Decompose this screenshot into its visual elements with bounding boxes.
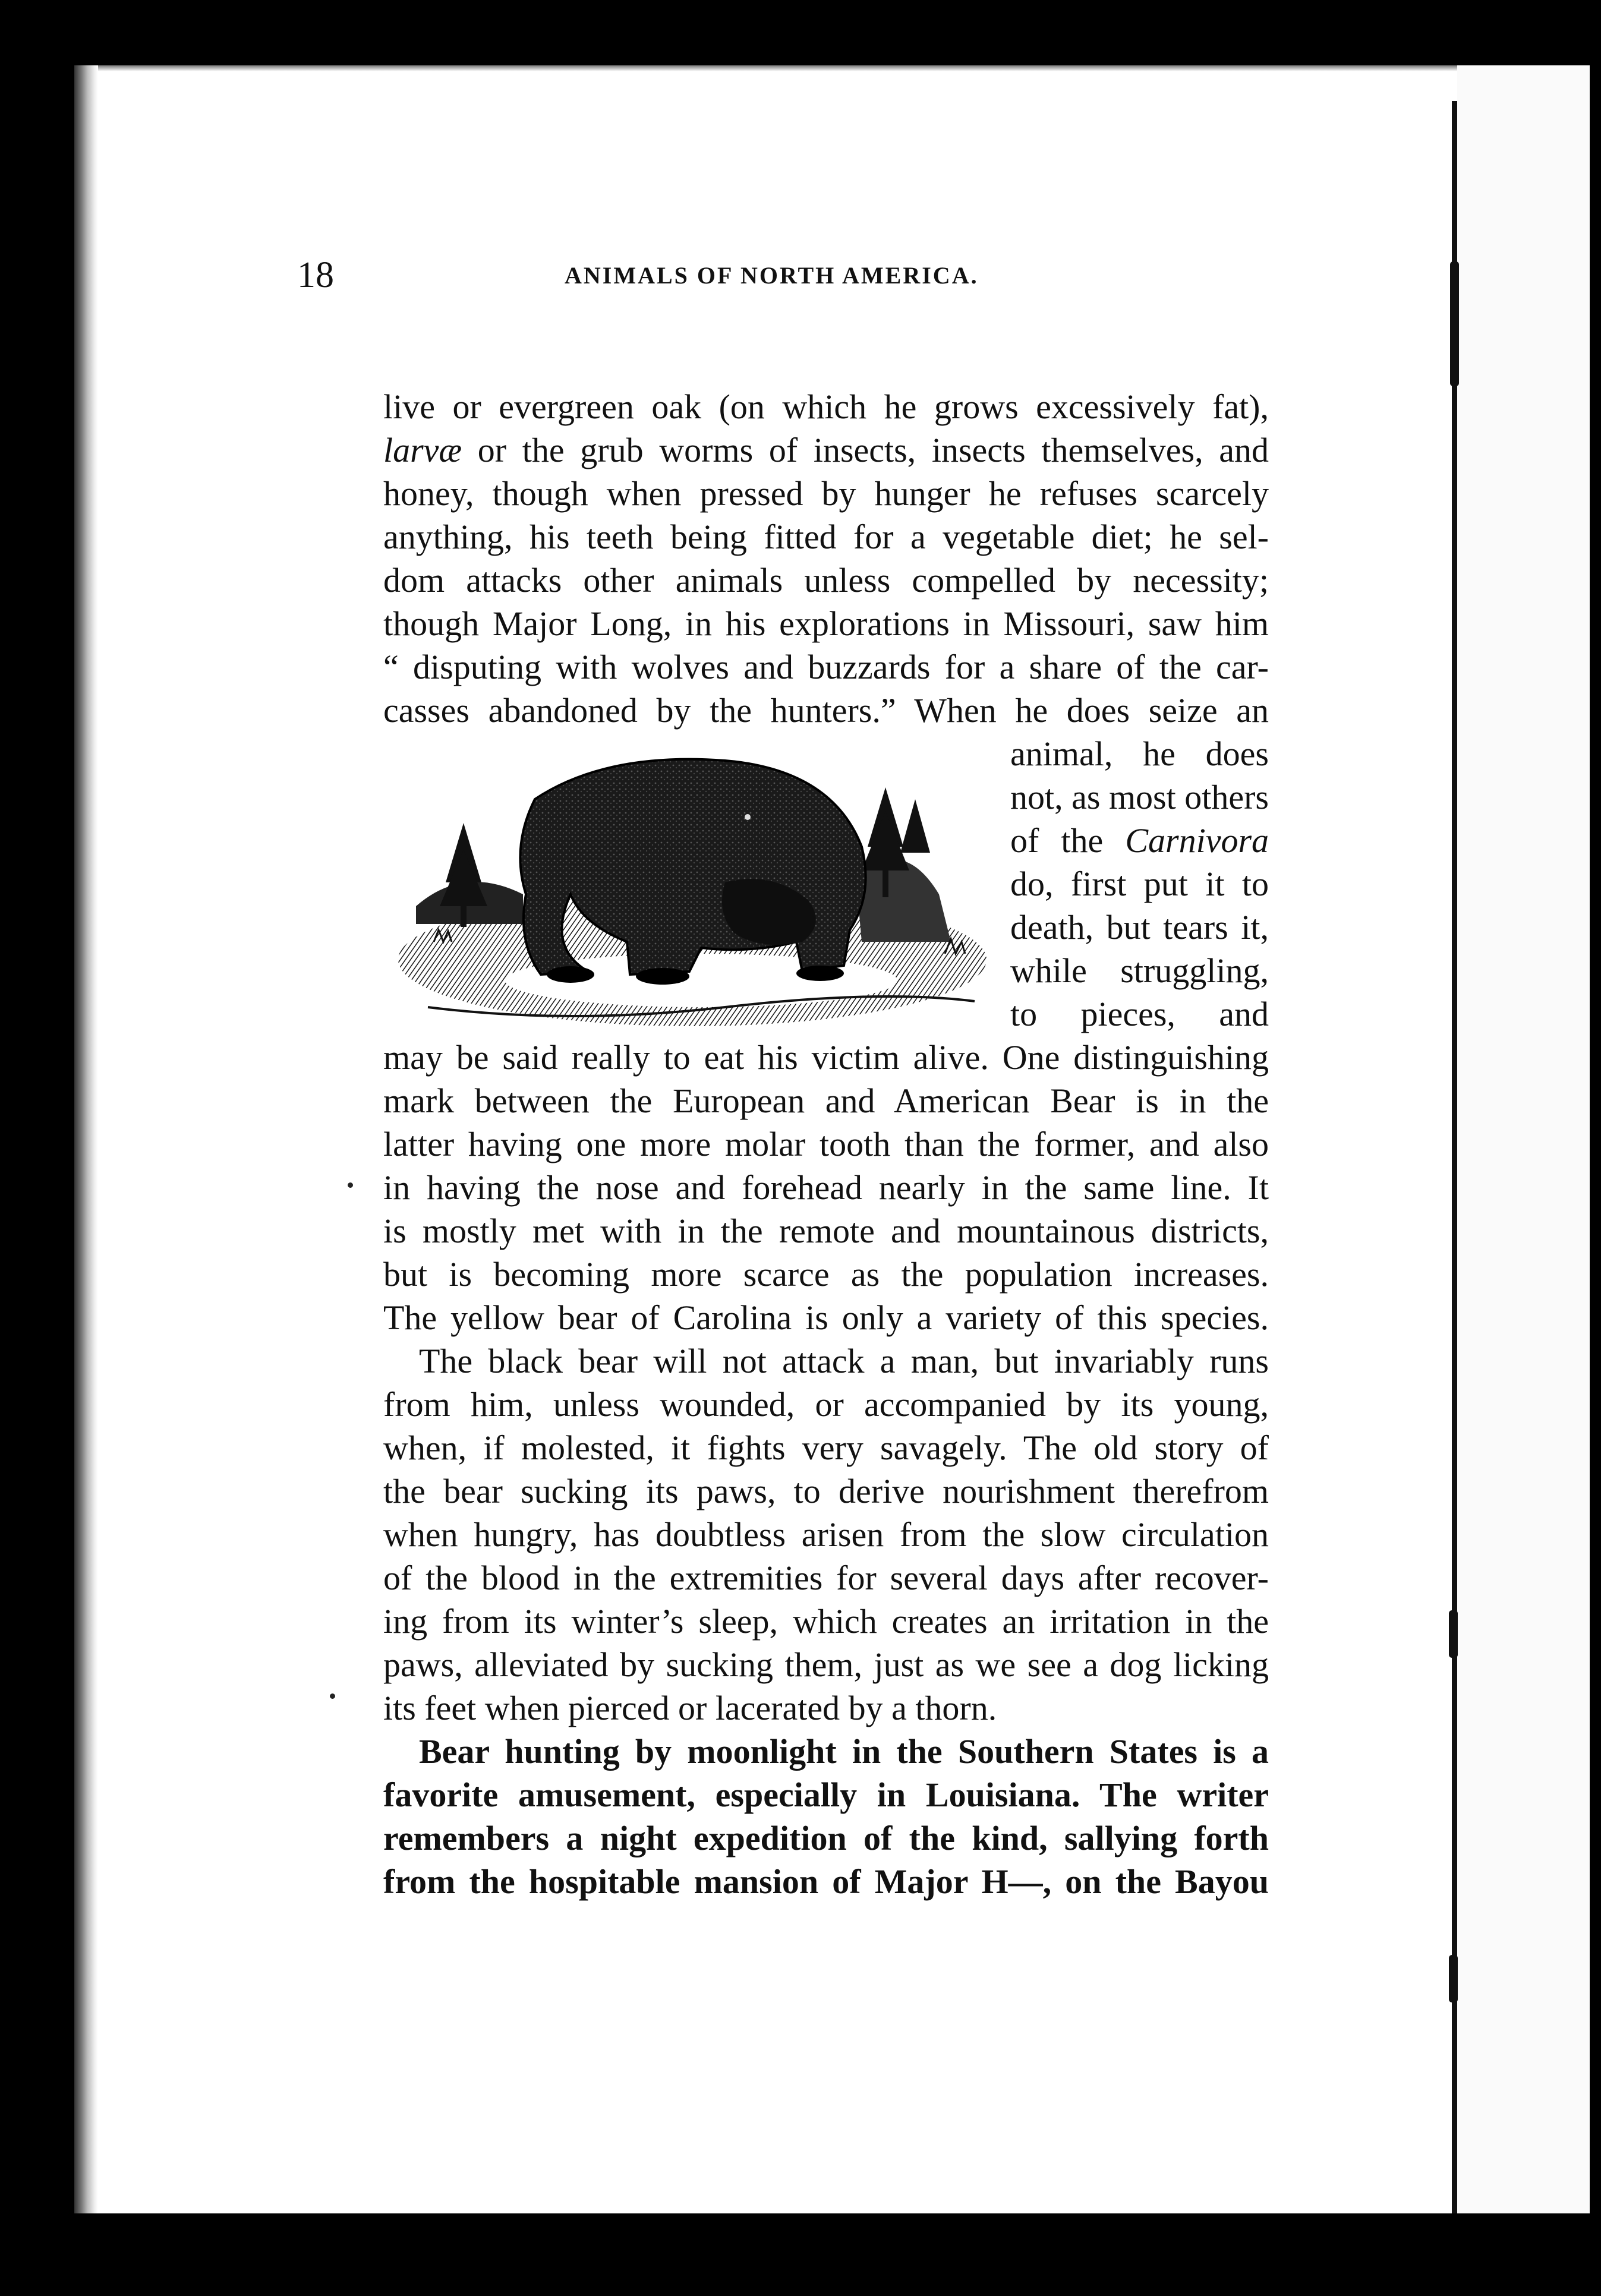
text-line: its feet when pierced or lacerated by a thorn. xyxy=(383,1689,997,1727)
speck xyxy=(348,1182,353,1188)
text-line: is mostly met with in the remote and mountainous districts, xyxy=(383,1212,1269,1250)
text-line: latter having one more molar tooth than the former, and also xyxy=(383,1125,1269,1163)
text-fragment: or the grub worms of insects, insects themselves, and xyxy=(477,431,1269,469)
page-top-edge xyxy=(89,65,1590,71)
text-line: dom attacks other animals unless compelled by necessity; xyxy=(383,561,1269,600)
text-line: Bear hunting by moonlight in the Southern States is a xyxy=(419,1732,1269,1771)
text-line: remembers a night expedition of the kind, sallying forth xyxy=(383,1819,1269,1857)
text-line: The black bear will not attack a man, but invariably runs xyxy=(419,1342,1269,1380)
text-line: from him, unless wounded, or accompanied by its young, xyxy=(383,1385,1269,1424)
binding-mark xyxy=(1449,1955,1458,2002)
text-line: from the hospitable mansion of Major H—, on the Bayou xyxy=(383,1862,1269,1901)
page-right-margin xyxy=(1457,65,1590,2213)
text-line: The yellow bear of Carolina is only a variety of this species. xyxy=(383,1298,1269,1337)
text-line: though Major Long, in his explorations in Missouri, saw him xyxy=(383,604,1269,643)
text-line xyxy=(383,428,1269,472)
text-line: favorite amusement, especially in Louisiana. The writer xyxy=(383,1775,1269,1814)
text-line: of the blood in the extremities for several days after recover- xyxy=(383,1559,1269,1597)
text-line: mark between the European and American Bear is in the xyxy=(383,1081,1269,1120)
italic-term: Carnivora xyxy=(1125,821,1269,860)
text-line: the bear sucking its paws, to derive nourishment therefrom xyxy=(383,1472,1269,1510)
bear-woodcut-icon xyxy=(392,746,1001,1037)
text-line: live or evergreen oak (on which he grows excessively fat), xyxy=(383,387,1269,426)
text-line: to pieces, and xyxy=(1010,995,1269,1033)
text-line: do, first put it to xyxy=(1010,865,1269,903)
text-line: ing from its winter’s sleep, which creates an irritation in the xyxy=(383,1602,1269,1641)
text-line: may be said really to eat his victim alive. One distinguishing xyxy=(383,1038,1269,1077)
running-head: ANIMALS OF NORTH AMERICA. xyxy=(565,262,979,289)
text-line: when hungry, has doubtless arisen from the slow circulation xyxy=(383,1515,1269,1554)
italic-term: larvæ xyxy=(383,431,462,469)
text-line: but is becoming more scarce as the population increases. xyxy=(383,1255,1269,1294)
text-line: animal, he does xyxy=(1010,734,1269,773)
page-left-edge xyxy=(74,65,98,2213)
page-header xyxy=(297,250,1296,303)
text-line: death, but tears it, xyxy=(1010,908,1269,947)
binding-rule xyxy=(1452,101,1457,2213)
binding-mark xyxy=(1449,1610,1458,1658)
speck xyxy=(330,1693,335,1699)
page-number: 18 xyxy=(297,255,334,295)
text-line xyxy=(1010,819,1269,862)
text-line: paws, alleviated by sucking them, just as we see a dog licking xyxy=(383,1645,1269,1684)
text-line: “ disputing with wolves and buzzards for a share of the car- xyxy=(383,648,1269,686)
text-line: honey, though when pressed by hunger he refuses scarcely xyxy=(383,474,1269,513)
text-line: not, as most others xyxy=(1010,778,1269,816)
text-line: anything, his teeth being fitted for a vegetable diet; he sel- xyxy=(383,518,1269,556)
text-fragment: of the xyxy=(1010,821,1104,860)
binding-mark xyxy=(1450,261,1459,386)
text-line: in having the nose and forehead nearly in the same line. It xyxy=(383,1168,1269,1207)
text-line: casses abandoned by the hunters.” When he does seize an xyxy=(383,691,1269,730)
text-line: when, if molested, it fights very savagely. The old story of xyxy=(383,1428,1269,1467)
text-line: while struggling, xyxy=(1010,951,1269,990)
